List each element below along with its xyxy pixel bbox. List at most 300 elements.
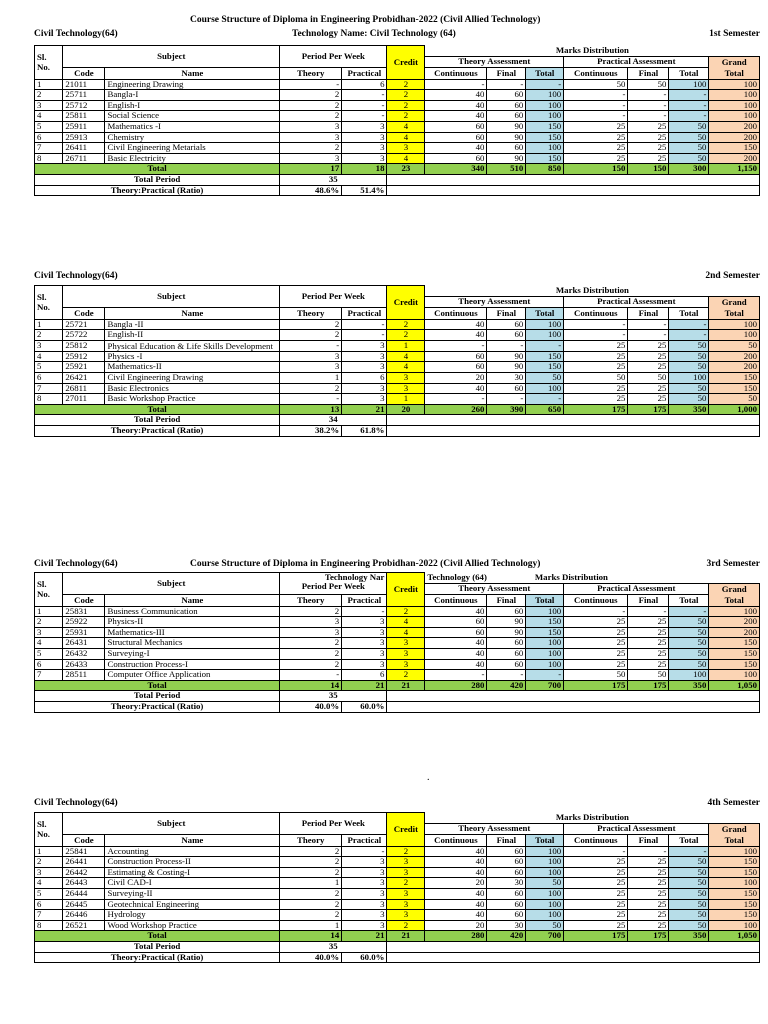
practical-continuous-cell: 25 [564, 340, 628, 351]
theory-continuous-cell: 40 [425, 383, 487, 394]
continuous-header: Continuous [564, 835, 628, 847]
table-row [35, 100, 760, 111]
sl-cell: 7 [35, 670, 63, 681]
marks-distribution-header: Marks Distribution [425, 46, 760, 57]
table-row [35, 153, 760, 164]
technology-name: Technology Name: Civil Technology (64) [292, 29, 456, 39]
practical-total-cell: - [669, 90, 709, 101]
code-header: Code [63, 595, 105, 607]
theory-final-cell: 60 [487, 100, 526, 111]
total-value: 420 [487, 931, 526, 942]
practical-total-cell: 50 [669, 648, 709, 659]
practical-assessment-header: Practical Assessment [564, 583, 709, 595]
practical-total-cell: 50 [669, 383, 709, 394]
code-cell: 26521 [63, 920, 105, 931]
ratio-theory: 48.6% [280, 185, 342, 196]
table-row [35, 648, 760, 659]
theory-period-cell: 2 [280, 888, 342, 899]
total-value: 1,000 [709, 404, 760, 415]
semester-label: 3rd Semester [706, 559, 760, 569]
theory-total-cell: 50 [526, 878, 564, 889]
practical-continuous-cell: 25 [564, 351, 628, 362]
name-cell: Social Science [105, 111, 280, 122]
practical-final-cell: 25 [628, 351, 669, 362]
header-row [35, 286, 760, 297]
practical-continuous-cell: - [564, 100, 628, 111]
total-value: 1,050 [709, 931, 760, 942]
practical-period-cell: - [342, 319, 387, 330]
practical-total-header: Total [669, 308, 709, 320]
grand-total-cell: 100 [709, 878, 760, 889]
total-value: 14 [280, 680, 342, 691]
total-label: Total [35, 680, 280, 691]
marks-distribution-header: Marks Distribution [425, 813, 760, 824]
theory-total-cell: - [526, 340, 564, 351]
practical-total-cell: 50 [669, 899, 709, 910]
practical-total-cell: 50 [669, 857, 709, 868]
total-row [35, 164, 760, 175]
sl-cell: 2 [35, 330, 63, 341]
sl-cell: 4 [35, 878, 63, 889]
semester-1-table [34, 45, 760, 196]
total-period-value: 35 [280, 941, 387, 952]
name-cell: Basic Workshop Practice [105, 394, 280, 405]
theory-total-cell: 100 [526, 606, 564, 617]
practical-total-header: Total [669, 595, 709, 607]
credit-cell: 4 [387, 362, 425, 373]
name-cell: Physics -I [105, 351, 280, 362]
practical-period-cell: 6 [342, 79, 387, 90]
sl-cell: 3 [35, 867, 63, 878]
theory-continuous-cell: 60 [425, 617, 487, 628]
practical-total-cell: 50 [669, 121, 709, 132]
table-row [35, 319, 760, 330]
total-value: 175 [628, 404, 669, 415]
practical-continuous-cell: 25 [564, 638, 628, 649]
total-label: Total [35, 931, 280, 942]
header-row [35, 573, 760, 584]
total-value: 850 [526, 164, 564, 175]
practical-total-cell: 100 [669, 79, 709, 90]
practical-continuous-cell: - [564, 846, 628, 857]
practical-period-cell: - [342, 846, 387, 857]
code-cell: 25812 [63, 340, 105, 351]
practical-final-cell: 25 [628, 143, 669, 154]
sl-no-header: Sl. No. [35, 813, 63, 847]
ratio-theory: 38.2% [280, 425, 342, 436]
total-period-label: Total Period [35, 691, 280, 702]
code-cell: 21011 [63, 79, 105, 90]
credit-cell: 3 [387, 143, 425, 154]
total-value: 175 [564, 680, 628, 691]
name-cell: Mathematics -I [105, 121, 280, 132]
table-row [35, 878, 760, 889]
name-cell: Surveying-I [105, 648, 280, 659]
theory-period-cell: 2 [280, 383, 342, 394]
theory-period-cell: 2 [280, 638, 342, 649]
table-row [35, 638, 760, 649]
theory-period-cell: 3 [280, 617, 342, 628]
practical-final-cell: 25 [628, 659, 669, 670]
credit-cell: 2 [387, 330, 425, 341]
final-header: Final [487, 68, 526, 80]
practical-period-cell: - [342, 606, 387, 617]
theory-continuous-cell: 60 [425, 362, 487, 373]
ratio-practical: 60.0% [342, 701, 387, 712]
theory-total-cell: 100 [526, 90, 564, 101]
theory-final-cell: 60 [487, 648, 526, 659]
ratio-row [35, 701, 760, 712]
name-cell: Civil CAD-I [105, 878, 280, 889]
total-value: 175 [628, 931, 669, 942]
theory-assessment-header: Theory Assessment [425, 296, 564, 308]
practical-total-cell: 50 [669, 394, 709, 405]
theory-continuous-cell: 40 [425, 90, 487, 101]
practical-period-cell: 3 [342, 340, 387, 351]
theory-period-cell: 3 [280, 121, 342, 132]
theory-continuous-cell: 60 [425, 153, 487, 164]
grand-total-cell: 150 [709, 383, 760, 394]
ratio-label: Theory:Practical (Ratio) [35, 701, 280, 712]
practical-period-cell: 3 [342, 878, 387, 889]
code-cell: 26445 [63, 899, 105, 910]
semester-4-header [34, 798, 760, 810]
table-row [35, 910, 760, 921]
theory-final-cell: 60 [487, 111, 526, 122]
theory-period-cell: 2 [280, 659, 342, 670]
sl-cell: 4 [35, 111, 63, 122]
name-cell: Civil Engineering Metarials [105, 143, 280, 154]
sl-cell: 4 [35, 351, 63, 362]
theory-final-cell: 90 [487, 351, 526, 362]
theory-period-cell: 2 [280, 606, 342, 617]
grand-total-cell: 200 [709, 351, 760, 362]
theory-total-cell: 100 [526, 648, 564, 659]
total-value: 21 [342, 931, 387, 942]
credit-cell: 1 [387, 394, 425, 405]
name-header: Name [105, 835, 280, 847]
practical-continuous-cell: 25 [564, 383, 628, 394]
practical-final-cell: 25 [628, 121, 669, 132]
theory-period-cell: 2 [280, 867, 342, 878]
grand-total-cell: 150 [709, 659, 760, 670]
practical-final-cell: 25 [628, 340, 669, 351]
sl-no-header: Sl. No. [35, 46, 63, 80]
theory-total-cell: 100 [526, 659, 564, 670]
blank-cell [387, 941, 760, 952]
practical-final-cell: 25 [628, 383, 669, 394]
semester-4-block [34, 798, 760, 1018]
sl-cell: 6 [35, 132, 63, 143]
theory-continuous-cell: 40 [425, 143, 487, 154]
technology-label: Civil Technology(64) [34, 29, 118, 39]
header-row [35, 813, 760, 824]
theory-header: Theory [280, 595, 342, 607]
table-row [35, 899, 760, 910]
subject-header: Subject [63, 573, 280, 595]
theory-period-cell: 2 [280, 846, 342, 857]
theory-continuous-cell: 40 [425, 899, 487, 910]
theory-total-cell: 100 [526, 857, 564, 868]
credit-cell: 3 [387, 899, 425, 910]
grand-total-cell: 100 [709, 79, 760, 90]
theory-final-cell: 30 [487, 372, 526, 383]
table-row [35, 383, 760, 394]
practical-continuous-cell: - [564, 330, 628, 341]
practical-period-cell: - [342, 100, 387, 111]
credit-cell: 3 [387, 372, 425, 383]
period-header: Technology Nar Period Per Week [280, 573, 387, 595]
practical-continuous-cell: 25 [564, 394, 628, 405]
blank-cell [387, 701, 760, 712]
theory-period-cell: 2 [280, 143, 342, 154]
total-period-value: 35 [280, 174, 387, 185]
theory-header: Theory [280, 68, 342, 80]
practical-continuous-cell: 25 [564, 362, 628, 373]
practical-period-cell: 3 [342, 627, 387, 638]
total-value: 650 [526, 404, 564, 415]
table-row [35, 606, 760, 617]
credit-cell: 3 [387, 659, 425, 670]
continuous-header: Continuous [425, 308, 487, 320]
practical-final-cell: - [628, 319, 669, 330]
theory-final-cell: 60 [487, 857, 526, 868]
theory-assessment-header: Theory Assessment [425, 583, 564, 595]
theory-continuous-cell: 60 [425, 132, 487, 143]
practical-continuous-cell: 25 [564, 899, 628, 910]
practical-final-cell: 25 [628, 910, 669, 921]
sl-cell: 4 [35, 638, 63, 649]
subject-header: Subject [63, 813, 280, 835]
sl-cell: 6 [35, 659, 63, 670]
semester-2-block [34, 271, 760, 486]
grand-total-cell: 200 [709, 627, 760, 638]
practical-continuous-cell: - [564, 111, 628, 122]
theory-total-cell: - [526, 79, 564, 90]
code-cell: 26811 [63, 383, 105, 394]
total-value: 13 [280, 404, 342, 415]
name-cell: Wood Workshop Practice [105, 920, 280, 931]
practical-final-cell: 50 [628, 372, 669, 383]
total-value: 350 [669, 931, 709, 942]
practical-assessment-header: Practical Assessment [564, 823, 709, 835]
grand-total-header: Grand Total [709, 56, 760, 79]
credit-cell: 3 [387, 648, 425, 659]
ratio-row [35, 185, 760, 196]
practical-period-cell: 3 [342, 648, 387, 659]
practical-period-cell: 3 [342, 121, 387, 132]
practical-total-cell: 50 [669, 638, 709, 649]
ratio-theory: 40.0% [280, 952, 342, 963]
theory-final-cell: 30 [487, 920, 526, 931]
final-header: Final [628, 835, 669, 847]
continuous-header: Continuous [425, 835, 487, 847]
practical-total-cell: 50 [669, 132, 709, 143]
code-cell: 26446 [63, 910, 105, 921]
credit-cell: 4 [387, 153, 425, 164]
total-value: 23 [387, 164, 425, 175]
sl-cell: 5 [35, 648, 63, 659]
code-cell: 25712 [63, 100, 105, 111]
theory-final-cell: - [487, 670, 526, 681]
theory-total-cell: 100 [526, 846, 564, 857]
theory-total-cell: 150 [526, 617, 564, 628]
practical-continuous-cell: 50 [564, 372, 628, 383]
credit-cell: 2 [387, 846, 425, 857]
practical-final-cell: - [628, 606, 669, 617]
practical-period-cell: 3 [342, 910, 387, 921]
name-cell: Basic Electronics [105, 383, 280, 394]
theory-total-cell: 100 [526, 638, 564, 649]
theory-total-cell: 150 [526, 121, 564, 132]
credit-cell: 4 [387, 627, 425, 638]
practical-total-cell: - [669, 846, 709, 857]
practical-final-cell: 25 [628, 857, 669, 868]
blank-cell [387, 425, 760, 436]
period-header: Period Per Week [280, 46, 387, 68]
theory-final-cell: 60 [487, 143, 526, 154]
grand-total-cell: 50 [709, 340, 760, 351]
ratio-label: Theory:Practical (Ratio) [35, 185, 280, 196]
total-value: 390 [487, 404, 526, 415]
total-value: 1,050 [709, 680, 760, 691]
theory-period-cell: 3 [280, 362, 342, 373]
theory-continuous-cell: - [425, 79, 487, 90]
table-row [35, 857, 760, 868]
ratio-label: Theory:Practical (Ratio) [35, 425, 280, 436]
theory-final-cell: 60 [487, 899, 526, 910]
theory-period-cell: 2 [280, 857, 342, 868]
table-row [35, 659, 760, 670]
credit-header: Credit [387, 573, 425, 607]
name-cell: Mathematics-II [105, 362, 280, 373]
grand-total-cell: 100 [709, 90, 760, 101]
theory-continuous-cell: 40 [425, 888, 487, 899]
total-value: 21 [387, 931, 425, 942]
code-cell: 25913 [63, 132, 105, 143]
grand-total-cell: 100 [709, 111, 760, 122]
theory-period-cell: 1 [280, 878, 342, 889]
theory-continuous-cell: 40 [425, 111, 487, 122]
continuous-header: Continuous [425, 595, 487, 607]
practical-final-cell: - [628, 330, 669, 341]
total-value: 17 [280, 164, 342, 175]
credit-cell: 4 [387, 132, 425, 143]
grand-total-cell: 150 [709, 899, 760, 910]
theory-period-cell: 2 [280, 899, 342, 910]
name-header: Name [105, 68, 280, 80]
credit-header: Credit [387, 286, 425, 320]
table-row [35, 143, 760, 154]
total-value: 175 [564, 931, 628, 942]
theory-total-cell: 150 [526, 627, 564, 638]
credit-cell: 3 [387, 888, 425, 899]
theory-final-cell: - [487, 394, 526, 405]
credit-cell: 2 [387, 79, 425, 90]
total-value: 150 [628, 164, 669, 175]
code-cell: 25722 [63, 330, 105, 341]
theory-final-cell: 60 [487, 910, 526, 921]
practical-period-cell: 6 [342, 372, 387, 383]
theory-final-cell: 90 [487, 153, 526, 164]
practical-final-cell: 50 [628, 79, 669, 90]
theory-total-header: Total [526, 308, 564, 320]
sl-cell: 3 [35, 627, 63, 638]
blank-cell [387, 691, 760, 702]
marks-distribution-header: Marks Distribution [425, 286, 760, 297]
practical-total-cell: - [669, 100, 709, 111]
practical-total-cell: 50 [669, 627, 709, 638]
sl-cell: 1 [35, 319, 63, 330]
practical-total-cell: 50 [669, 617, 709, 628]
theory-total-cell: 100 [526, 330, 564, 341]
practical-continuous-cell: 25 [564, 659, 628, 670]
credit-cell: 3 [387, 857, 425, 868]
practical-total-cell: 50 [669, 878, 709, 889]
theory-final-cell: 60 [487, 888, 526, 899]
credit-cell: 2 [387, 606, 425, 617]
code-cell: 26421 [63, 372, 105, 383]
total-value: 21 [342, 680, 387, 691]
code-cell: 28511 [63, 670, 105, 681]
practical-continuous-cell: 25 [564, 920, 628, 931]
ratio-theory: 40.0% [280, 701, 342, 712]
name-header: Name [105, 595, 280, 607]
continuous-header: Continuous [564, 308, 628, 320]
theory-total-header: Total [526, 595, 564, 607]
code-cell: 26431 [63, 638, 105, 649]
semester-4-table [34, 812, 760, 963]
practical-continuous-cell: - [564, 90, 628, 101]
name-cell: Computer Office Application [105, 670, 280, 681]
theory-final-cell: 90 [487, 627, 526, 638]
theory-final-cell: 90 [487, 617, 526, 628]
semester-label: 1st Semester [709, 29, 760, 39]
credit-cell: 2 [387, 111, 425, 122]
practical-final-cell: 25 [628, 638, 669, 649]
theory-continuous-cell: 40 [425, 659, 487, 670]
name-cell: Engineering Drawing [105, 79, 280, 90]
theory-final-cell: - [487, 340, 526, 351]
theory-continuous-cell: 40 [425, 606, 487, 617]
semester-1-block [34, 15, 760, 250]
ratio-row [35, 952, 760, 963]
theory-continuous-cell: 40 [425, 857, 487, 868]
practical-header: Practical [342, 68, 387, 80]
sl-cell: 8 [35, 920, 63, 931]
theory-continuous-cell: 40 [425, 648, 487, 659]
code-cell: 26442 [63, 867, 105, 878]
name-cell: Geotechnical Engineering [105, 899, 280, 910]
practical-final-cell: 25 [628, 394, 669, 405]
name-cell: Hydrology [105, 910, 280, 921]
practical-continuous-cell: 25 [564, 617, 628, 628]
theory-continuous-cell: 40 [425, 910, 487, 921]
theory-period-cell: 3 [280, 351, 342, 362]
name-cell: Surveying-II [105, 888, 280, 899]
code-cell: 26443 [63, 878, 105, 889]
practical-total-cell: 50 [669, 153, 709, 164]
total-period-label: Total Period [35, 415, 280, 426]
ratio-practical: 61.8% [342, 425, 387, 436]
doc-title-repeat: Course Structure of Diploma in Engineering Probidhan-2022 (Civil Allied Technology) [190, 559, 541, 569]
code-cell: 26411 [63, 143, 105, 154]
name-header: Name [105, 308, 280, 320]
ratio-practical: 60.0% [342, 952, 387, 963]
theory-final-cell: 60 [487, 330, 526, 341]
practical-total-cell: 50 [669, 867, 709, 878]
practical-final-cell: 25 [628, 878, 669, 889]
